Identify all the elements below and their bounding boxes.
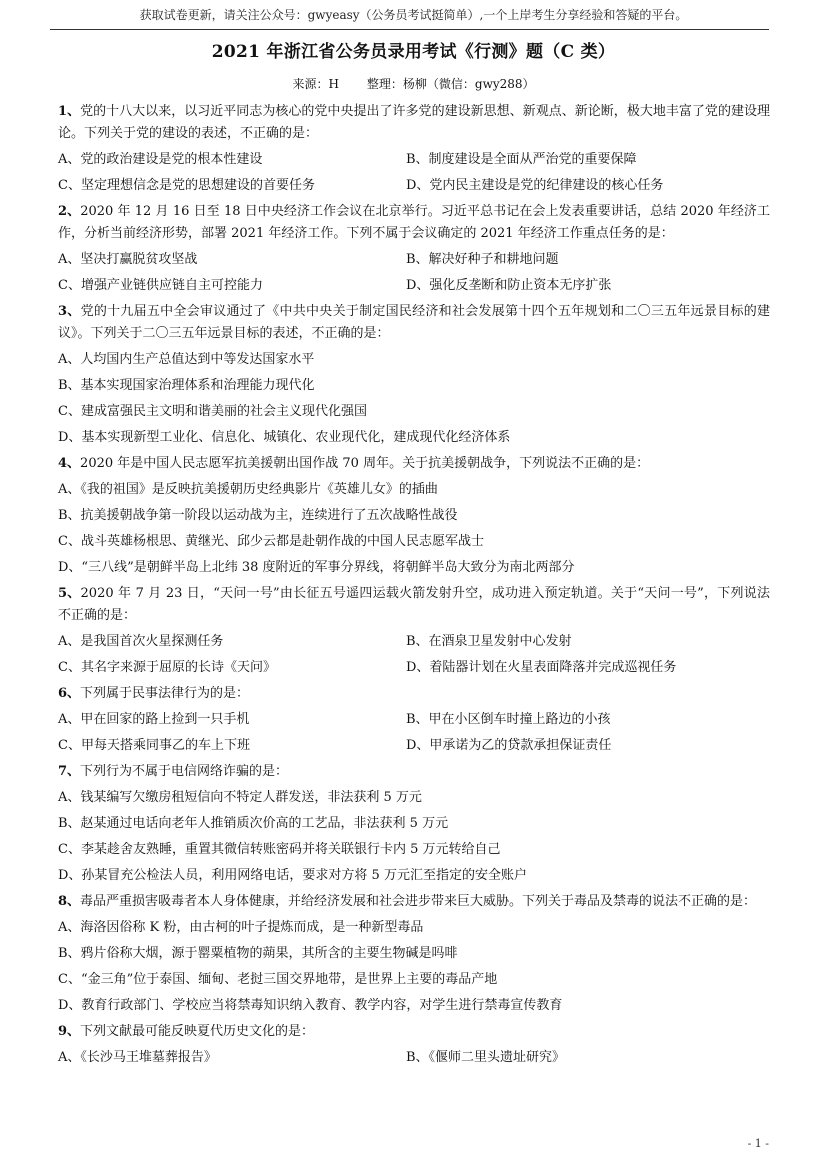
answer-option: D、“三八线”是朝鲜半岛上北纬 38 度附近的军事分界线，将朝鲜半岛大致分为南北两部分 — [58, 560, 575, 575]
answer-option: A、是我国首次火星探测任务 — [58, 634, 224, 649]
answer-option: D、着陆器计划在火星表面降落并完成巡视任务 — [406, 660, 677, 675]
option-row — [58, 503, 770, 529]
question-stem: 下列属于民事法律行为的是： — [80, 686, 250, 701]
question-text — [58, 681, 770, 707]
question-stem: 下列行为不属于电信网络诈骗的是： — [80, 764, 289, 779]
question-stem: 党的十九届五中全会审议通过了《中共中央关于制定国民经济和社会发展第十四个五年规划和二〇三五年远景目标的建议》。下列关于二〇三五年远景目标的表述，不正确的是： — [58, 304, 770, 341]
question-item — [58, 681, 770, 759]
option-row — [58, 915, 770, 941]
option-row — [58, 247, 770, 273]
question-item — [58, 889, 770, 1019]
source-line — [0, 74, 827, 94]
question-number: 5、 — [58, 586, 81, 601]
answer-option: A、党的政治建设是党的根本性建设 — [58, 152, 263, 167]
answer-option: C、建成富强民主文明和谐美丽的社会主义现代化强国 — [58, 404, 367, 419]
question-number: 4、 — [58, 456, 81, 471]
question-list — [58, 99, 770, 1071]
answer-option: D、孙某冒充公检法人员，利用网络电话，要求对方将 5 万元汇至指定的安全账户 — [58, 868, 527, 883]
option-row — [58, 173, 770, 199]
question-number: 7、 — [58, 764, 81, 779]
question-stem: 2020 年是中国人民志愿军抗美援朝出国作战 70 周年。关于抗美援朝战争，下列说法不正确的是： — [80, 456, 650, 471]
question-text — [58, 199, 770, 247]
question-item — [58, 759, 770, 889]
question-stem: 党的十八大以来，以习近平同志为核心的党中央提出了许多党的建设新思想、新观点、新论断，极大地丰富了党的建设理论。下列关于党的建设的表述，不正确的是： — [58, 104, 770, 141]
option-row — [58, 707, 770, 733]
question-text — [58, 1019, 770, 1045]
question-text — [58, 451, 770, 477]
top-banner: 获取试卷更新，请关注公众号：gwyeasy（公务员考试挺简单）,一个上岸考生分享经验和答疑的平台。 — [139, 8, 688, 22]
editor-label: 整理：杨柳（微信：gwy288） — [366, 77, 535, 91]
option-row — [58, 373, 770, 399]
answer-option: A、《长沙马王堆墓葬报告》 — [58, 1050, 217, 1065]
answer-option: A、坚决打赢脱贫攻坚战 — [58, 252, 198, 267]
answer-option: A、钱某编写欠缴房租短信向不特定人群发送，非法获利 5 万元 — [58, 790, 422, 805]
question-number: 2、 — [58, 204, 81, 219]
option-row — [58, 993, 770, 1019]
answer-option: D、甲承诺为乙的贷款承担保证责任 — [406, 738, 612, 753]
answer-option: B、在酒泉卫星发射中心发射 — [406, 634, 572, 649]
answer-option: B、赵某通过电话向老年人推销质次价高的工艺品，非法获利 5 万元 — [58, 816, 449, 831]
question-stem: 2020 年 7 月 23 日，“天问一号”由长征五号遥四运载火箭发射升空，成功进入预定轨道。关于“天问一号”，下列说法不正确的是： — [58, 586, 770, 623]
question-text — [58, 299, 770, 347]
answer-option: C、增强产业链供应链自主可控能力 — [58, 278, 263, 293]
question-text — [58, 759, 770, 785]
answer-option: D、教育行政部门、学校应当将禁毒知识纳入教育、教学内容，对学生进行禁毒宣传教育 — [58, 998, 563, 1013]
option-row — [58, 147, 770, 173]
answer-option: B、鸦片俗称大烟，源于罂粟植物的蒴果，其所含的主要生物碱是吗啡 — [58, 946, 458, 961]
answer-option: B、基本实现国家治理体系和治理能力现代化 — [58, 378, 315, 393]
answer-option: C、甲每天搭乘同事乙的车上下班 — [58, 738, 250, 753]
answer-option: C、“金三角”位于泰国、缅甸、老挝三国交界地带，是世界上主要的毒品产地 — [58, 972, 498, 987]
answer-option: B、甲在小区倒车时撞上路边的小孩 — [406, 712, 611, 727]
answer-option: C、其名字来源于屈原的长诗《天问》 — [58, 660, 276, 675]
page-title: 2021 年浙江省公务员录用考试《行测》题（C 类） — [211, 42, 616, 62]
question-item — [58, 451, 770, 581]
answer-option: D、党内民主建设是党的纪律建设的核心任务 — [406, 178, 664, 193]
option-row — [58, 785, 770, 811]
option-row — [58, 425, 770, 451]
page-number: - 1 - — [747, 1137, 769, 1150]
source-label: 来源：H — [292, 77, 339, 91]
question-text — [58, 99, 770, 147]
answer-option: A、甲在回家的路上捡到一只手机 — [58, 712, 250, 727]
question-text — [58, 581, 770, 629]
question-number: 3、 — [58, 304, 81, 319]
option-row — [58, 399, 770, 425]
question-item — [58, 299, 770, 451]
option-row — [58, 941, 770, 967]
answer-option: B、抗美援朝战争第一阶段以运动战为主，连续进行了五次战略性战役 — [58, 508, 458, 523]
answer-option: D、基本实现新型工业化、信息化、城镇化、农业现代化，建成现代化经济体系 — [58, 430, 511, 445]
option-row — [58, 555, 770, 581]
answer-option: B、《偃师二里头遗址研究》 — [406, 1050, 566, 1065]
option-row — [58, 811, 770, 837]
question-item — [58, 99, 770, 199]
question-stem: 毒品严重损害吸毒者本人身体健康，并给经济发展和社会进步带来巨大威胁。下列关于毒品及禁毒的说法不正确的是： — [80, 894, 757, 909]
question-number: 1、 — [58, 104, 81, 119]
option-row — [58, 347, 770, 373]
option-row — [58, 967, 770, 993]
question-number: 6、 — [58, 686, 81, 701]
question-item — [58, 581, 770, 681]
option-row — [58, 837, 770, 863]
option-row — [58, 733, 770, 759]
option-row — [58, 863, 770, 889]
answer-option: C、坚定理想信念是党的思想建设的首要任务 — [58, 178, 315, 193]
question-number: 8、 — [58, 894, 81, 909]
question-stem: 下列文献最可能反映夏代历史文化的是： — [80, 1024, 315, 1039]
option-row — [58, 1045, 770, 1071]
answer-option: B、解决好种子和耕地问题 — [406, 252, 559, 267]
answer-option: A、人均国内生产总值达到中等发达国家水平 — [58, 352, 315, 367]
question-item — [58, 1019, 770, 1071]
answer-option: C、战斗英雄杨根思、黄继光、邱少云都是赴朝作战的中国人民志愿军战士 — [58, 534, 484, 549]
option-row — [58, 655, 770, 681]
answer-option: C、李某趁舍友熟睡，重置其微信转账密码并将关联银行卡内 5 万元转给自己 — [58, 842, 501, 857]
answer-option: A、海洛因俗称 K 粉，由古柯的叶子提炼而成，是一种新型毒品 — [58, 920, 424, 935]
option-row — [58, 529, 770, 555]
answer-option: A、《我的祖国》是反映抗美援朝历史经典影片《英雄儿女》的插曲 — [58, 482, 438, 497]
answer-option: B、制度建设是全面从严治党的重要保障 — [406, 152, 637, 167]
option-row — [58, 629, 770, 655]
option-row — [58, 273, 770, 299]
banner-divider — [50, 29, 769, 30]
question-stem: 2020 年 12 月 16 日至 18 日中央经济工作会议在北京举行。习近平总书记在会上发表重要讲话，总结 2020 年经济工作，分析当前经济形势，部署 2021 年经济工作。下列不属于会议确定的 2021 年经济工作重点任务的是： — [58, 204, 770, 241]
answer-option: D、强化反垄断和防止资本无序扩张 — [406, 278, 612, 293]
question-number: 9、 — [58, 1024, 81, 1039]
question-text — [58, 889, 770, 915]
question-item — [58, 199, 770, 299]
option-row — [58, 477, 770, 503]
